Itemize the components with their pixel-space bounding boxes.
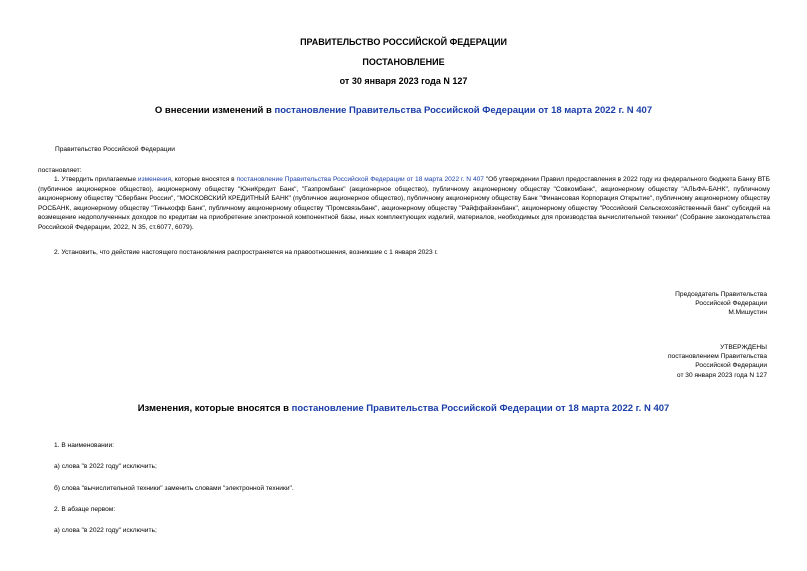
paragraph-1 — [38, 175, 770, 233]
signature-position: Председатель Правительства — [675, 291, 767, 298]
changes-title — [0, 403, 807, 414]
signature-block — [675, 290, 767, 318]
government-header: ПРАВИТЕЛЬСТВО РОССИЙСКОЙ ФЕДЕРАЦИИ — [300, 37, 507, 47]
link-decree-407[interactable]: постановление Правительства Российской Федерации от 18 марта 2022 г. N 407 — [236, 176, 484, 183]
approved-country: Российской Федерации — [695, 362, 767, 370]
changes-title-link-decree-407[interactable]: постановление Правительства Российской Федерации от 18 марта 2022 г. N 407 — [291, 403, 670, 414]
list-item: б) слова "вычислительной техники" заменить словами "электронной техники". — [54, 485, 294, 492]
paragraph-1-text-a: 1. Утвердить прилагаемые — [54, 176, 138, 183]
approved-date: от 30 января 2023 года N 127 — [676, 371, 767, 379]
link-changes[interactable]: изменения — [137, 176, 172, 183]
list-item: а) слова "в 2022 году" исключить; — [54, 527, 157, 534]
approved-block — [668, 343, 767, 380]
approved-by: постановлением Правительства — [667, 353, 767, 361]
list-item: 1. В наименовании: — [54, 442, 114, 449]
approved-heading: УТВЕРЖДЕНЫ — [720, 344, 767, 351]
changes-title-text: Изменения, которые вносятся в — [137, 403, 292, 414]
signature-name: М.Мишустин — [728, 309, 767, 317]
document-date-number: от 30 января 2023 года N 127 — [339, 76, 468, 86]
document-type: ПОСТАНОВЛЕНИЕ — [362, 57, 445, 67]
paragraph-1-text-c: "Об утверждении Правил предоставления в 2022 году из федерального бюджета Банку ВТБ (публичное акционерное общество), акционерному обществу "ЮниКредит Банк", "Газпромбанк" (акционерное общество), публичному акционерному обществу "Совкомбанк", акционерному обществу "АЛЬФА-БАНК", публичному акционерному обществу "Сбербанк России", "МОСКОВСКИЙ КРЕДИТНЫЙ БАНК" (публичное акционерное общество), публичному акционерному обществу Банк "Финансовая Корпорация Открытие", публичному акционерному обществу РОСБАНК, акционерному обществу "Тинькофф Банк", публичному акционерному обществу "Промсвязьбанк", акционерному обществу "Райффайзенбанк", акционерному обществу "Российский Сельскохозяйственный банк" субсидий на возмещение недополученных доходов по кредитам на приобретение электронной компонентной базы, иных комплектующих изделий, материалов, необходимых для производства вычислительной техники" — [38, 176, 771, 222]
paragraph-1-text-b: , которые вносятся в — [171, 176, 237, 183]
signature-country: Российской Федерации — [695, 300, 767, 308]
document-title — [0, 105, 807, 116]
issuer-line: Правительство Российской Федерации — [55, 146, 175, 153]
title-link-decree-407[interactable]: постановление Правительства Российской Федерации от 18 марта 2022 г. N 407 — [274, 105, 653, 116]
paragraph-2: 2. Установить, что действие настоящего постановления распространяется на правоотношения, возникшие с 1 января 2023 г. — [54, 249, 438, 256]
list-item: 2. В абзаце первом: — [54, 506, 116, 513]
decrees-word: постановляет: — [38, 167, 82, 174]
document-title-text: О внесении изменений в — [154, 105, 275, 116]
paragraph-1-text-d: (Собрание законодательства Российской Федерации, 2022, N 35, ст.6077, 6079). — [38, 214, 770, 231]
list-item: а) слова "в 2022 году" исключить; — [54, 463, 157, 470]
